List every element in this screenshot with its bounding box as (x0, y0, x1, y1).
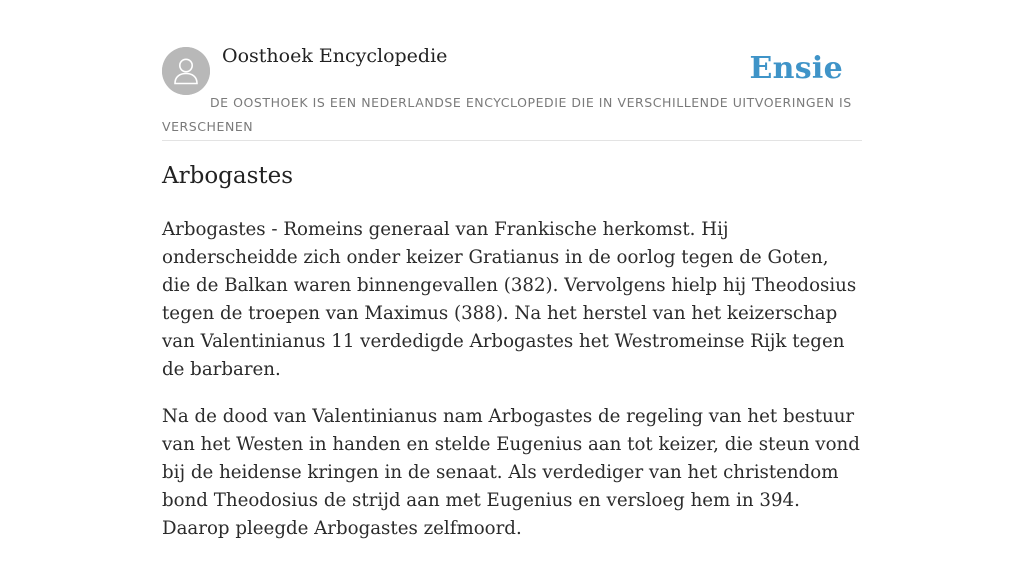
author-name-link[interactable]: Oosthoek Encyclopedie (222, 45, 448, 67)
article-title: Arbogastes (162, 163, 294, 189)
article-body (162, 216, 862, 562)
brand-logo-link[interactable]: Ensie (749, 51, 843, 86)
article-paragraph: Na de dood van Valentinianus nam Arbogastes de regeling van het bestuur van het Westen in handen en stelde Eugenius aan tot keizer, die steun vond bij de heidense kringen in de senaat. Als verdediger van het christendom bond Theodosius de strijd aan met Eugenius en versloeg hem in 394. Daarop pleegde Arbogastes zelfmoord. (162, 406, 860, 539)
author-tagline: DE OOSTHOEK IS EEN NEDERLANDSE ENCYCLOPEDIE DIE IN VERSCHILLENDE UITVOERINGEN IS VERSCHENEN (162, 95, 852, 134)
user-avatar-icon[interactable] (162, 47, 210, 95)
article-paragraph: Arbogastes - Romeins generaal van Frankische herkomst. Hij onderscheidde zich onder keizer Gratianus in de oorlog tegen de Goten, die de Balkan waren binnengevallen (382). Vervolgens hielp hij Theodosius tegen de troepen van Maximus (388). Na het herstel van het keizerschap van Valentinianus 11 verdedigde Arbogastes het Westromeinse Rijk tegen de barbaren. (162, 219, 857, 380)
site-header (162, 0, 862, 141)
page-content (162, 0, 862, 539)
